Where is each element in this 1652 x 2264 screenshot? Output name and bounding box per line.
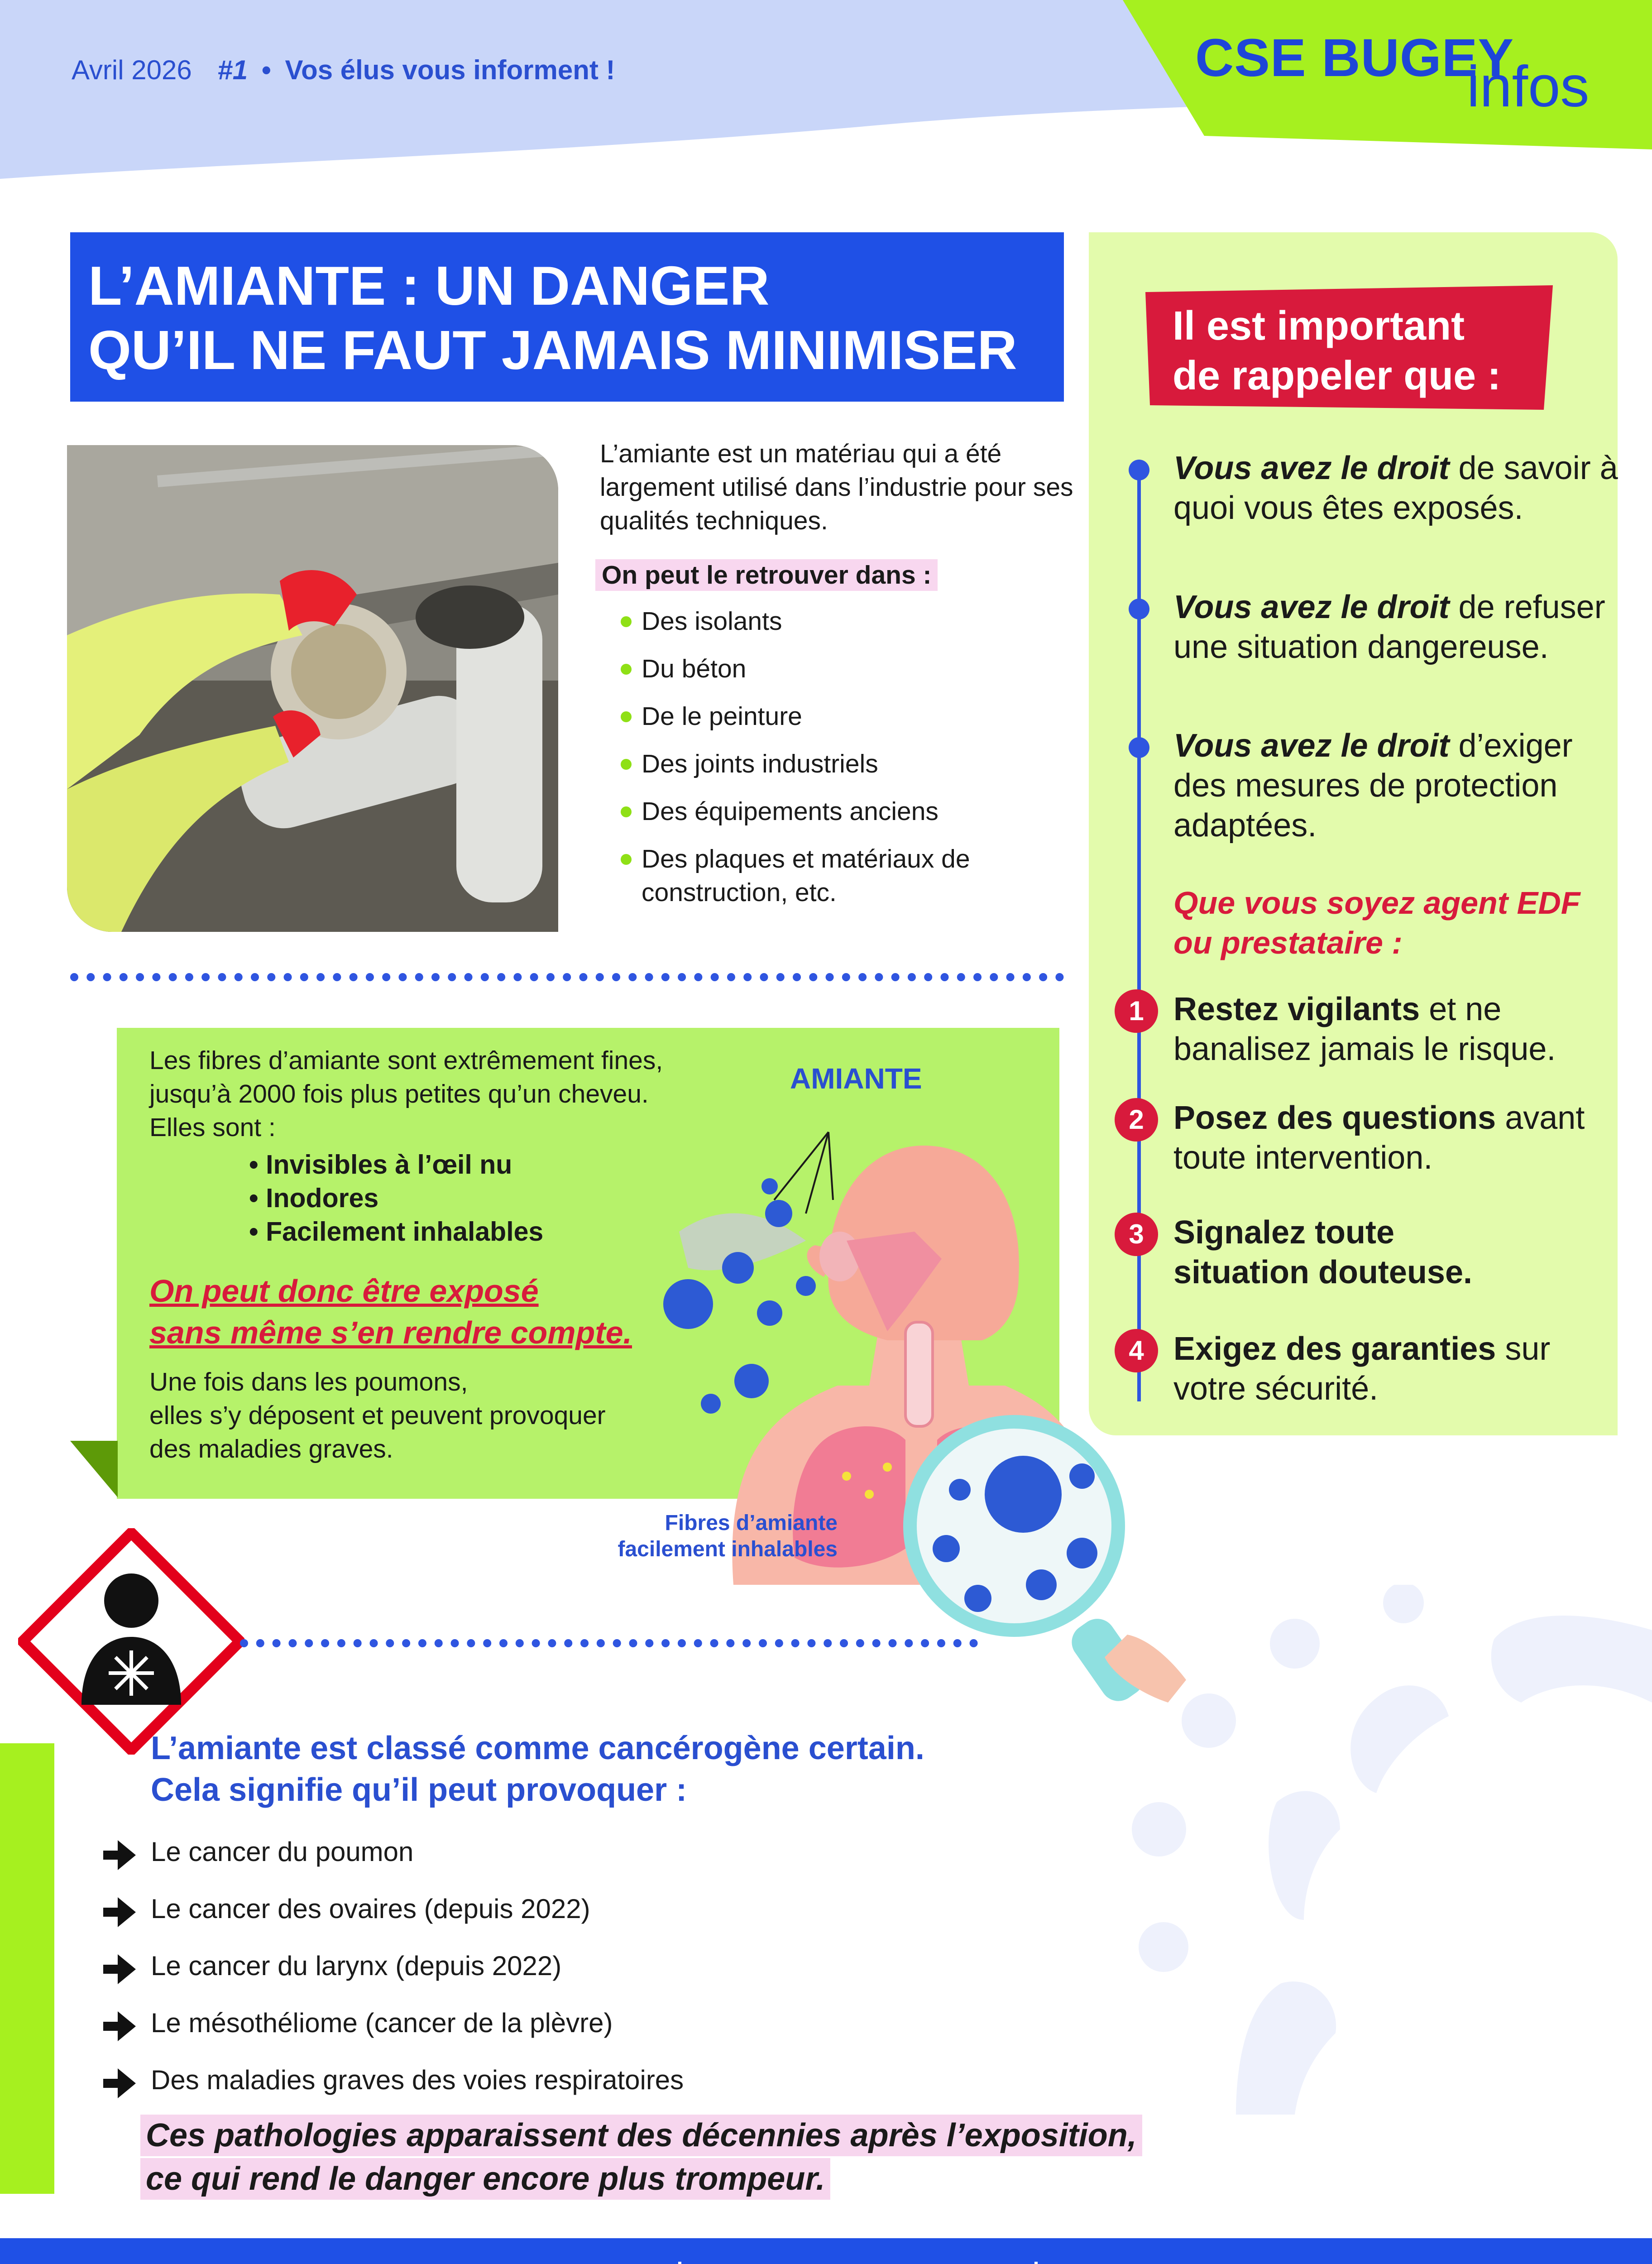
list-item: Le cancer des ovaires (depuis 2022) (100, 1886, 684, 1943)
caption-line: Fibres d’amiante (665, 1511, 838, 1535)
step-number-badge: 3 (1115, 1213, 1158, 1256)
dotted-separator (70, 973, 1064, 981)
fibers-warning (149, 1270, 632, 1353)
issue-line: Avril 2026 #1 • Vos élus vous informent ! (72, 55, 615, 85)
cancer-note (140, 2115, 1142, 2202)
footer-divider (1034, 2262, 1038, 2264)
cancer-list (100, 1829, 684, 2115)
list-item: Des isolants (618, 604, 1071, 638)
cancer-title-line: L’amiante est classé comme cancérogène certain. (151, 1730, 924, 1766)
list-item: Du béton (618, 652, 1071, 686)
fibers-lungs-line: des maladies graves. (149, 1434, 393, 1463)
timeline-dot (1129, 599, 1149, 619)
arrow-right-icon (100, 2007, 139, 2046)
right-item: Vous avez le droit de savoir à quoi vous êtes exposés. (1173, 450, 1618, 526)
step-item: Signalez toute situation douteuse. (1173, 1214, 1473, 1290)
right-item: Vous avez le droit de refuser une situation dangereuse. (1173, 589, 1605, 665)
right-item: Vous avez le droit d’exiger des mesures de protection adaptées. (1173, 728, 1573, 844)
found-list (618, 604, 1071, 923)
illustration-label: AMIANTE (790, 1062, 922, 1095)
subheading-line: ou prestataire : (1173, 925, 1403, 960)
step-item: Exigez des garanties sur votre sécurité. (1173, 1331, 1551, 1407)
step-number-badge: 1 (1115, 989, 1158, 1033)
green-side-bar (0, 1743, 54, 2194)
title-box (70, 232, 1064, 402)
list-item: Des plaques et matériaux de construction, etc. (618, 842, 1071, 909)
intro-text: L’amiante est un matériau qui a été largement utilisé dans l’industrie pour ses qualités techniques. (600, 439, 1073, 535)
list-item: Des joints industriels (618, 747, 1071, 781)
page-title-line-2: QU’IL NE FAUT JAMAIS MINIMISER (88, 319, 1017, 381)
logo-main: CSE BUGEY (1195, 28, 1514, 88)
list-item: Des maladies graves des voies respiratoires (100, 2058, 684, 2115)
logo-sub: infos (1467, 54, 1590, 119)
cancer-title-line: Cela signifie qu’il peut provoquer : (151, 1772, 687, 1808)
footer-divider (678, 2262, 681, 2264)
fibers-lungs-line: elles s’y déposent et peuvent provoquer (149, 1401, 606, 1430)
issue-number: #1 (217, 55, 248, 85)
list-item: • Invisibles à l’œil nu (249, 1148, 543, 1181)
arrow-right-icon (100, 1893, 139, 1932)
illustration-caption (575, 1510, 838, 1563)
rights-heading-line: de rappeler que : (1173, 353, 1501, 398)
list-item: Le cancer du larynx (depuis 2022) (100, 1943, 684, 2000)
rights-heading (1173, 301, 1501, 401)
fibers-lungs-text (149, 1365, 715, 1466)
footer (0, 2238, 1652, 2264)
arrow-right-icon (100, 2064, 139, 2103)
issue-tagline: Vos élus vous informent ! (285, 55, 615, 85)
caption-line: facilement inhalables (618, 1537, 838, 1561)
list-item: Le mésothéliome (cancer de la plèvre) (100, 2000, 684, 2058)
fibers-lungs-line: Une fois dans les poumons, (149, 1367, 468, 1396)
health-hazard-pictogram-icon (18, 1528, 244, 1755)
step-number-badge: 2 (1115, 1098, 1158, 1142)
timeline-dot (1129, 460, 1149, 480)
list-item: Des équipements anciens (618, 795, 1071, 828)
step-item: Restez vigilants et ne banalisez jamais le risque. (1173, 991, 1556, 1067)
subheading-line: Que vous soyez agent EDF (1173, 885, 1580, 921)
rights-subheading (1173, 883, 1604, 963)
list-item: • Inodores (249, 1181, 543, 1215)
fibers-intro-line: Elles sont : (149, 1113, 276, 1142)
list-item: De le peinture (618, 700, 1071, 733)
decorative-arcs (1123, 1585, 1652, 2115)
dotted-separator (240, 1639, 978, 1647)
cancer-title (151, 1727, 924, 1811)
issue-date: Avril 2026 (72, 55, 192, 85)
note-line: Ces pathologies apparaissent des décennies après l’exposition, (140, 2115, 1142, 2156)
list-item: Le cancer du poumon (100, 1829, 684, 1886)
fibers-intro-line: jusqu’à 2000 fois plus petites qu’un cheveu. (149, 1079, 649, 1108)
fibers-intro-line: Les fibres d’amiante sont extrêmement fines, (149, 1046, 663, 1075)
fibers-warning-line: sans même s’en rendre compte. (149, 1315, 632, 1350)
rights-heading-line: Il est important (1173, 303, 1465, 349)
timeline-dot (1129, 737, 1149, 758)
fibers-warning-line: On peut donc être exposé (149, 1273, 539, 1309)
list-item: • Facilement inhalables (249, 1215, 543, 1248)
found-label: On peut le retrouver dans : (595, 559, 938, 591)
note-line: ce qui rend le danger encore plus trompeur. (140, 2158, 830, 2200)
step-number-badge: 4 (1115, 1329, 1158, 1372)
page-title-line-1: L’AMIANTE : UN DANGER (88, 255, 770, 317)
fibers-box-fold (70, 1441, 118, 1497)
arrow-right-icon (100, 1950, 139, 1989)
worker-photo (67, 445, 558, 932)
fibers-properties-list (249, 1148, 543, 1248)
step-item: Posez des questions avant toute intervention. (1173, 1100, 1585, 1176)
arrow-right-icon (100, 1836, 139, 1875)
